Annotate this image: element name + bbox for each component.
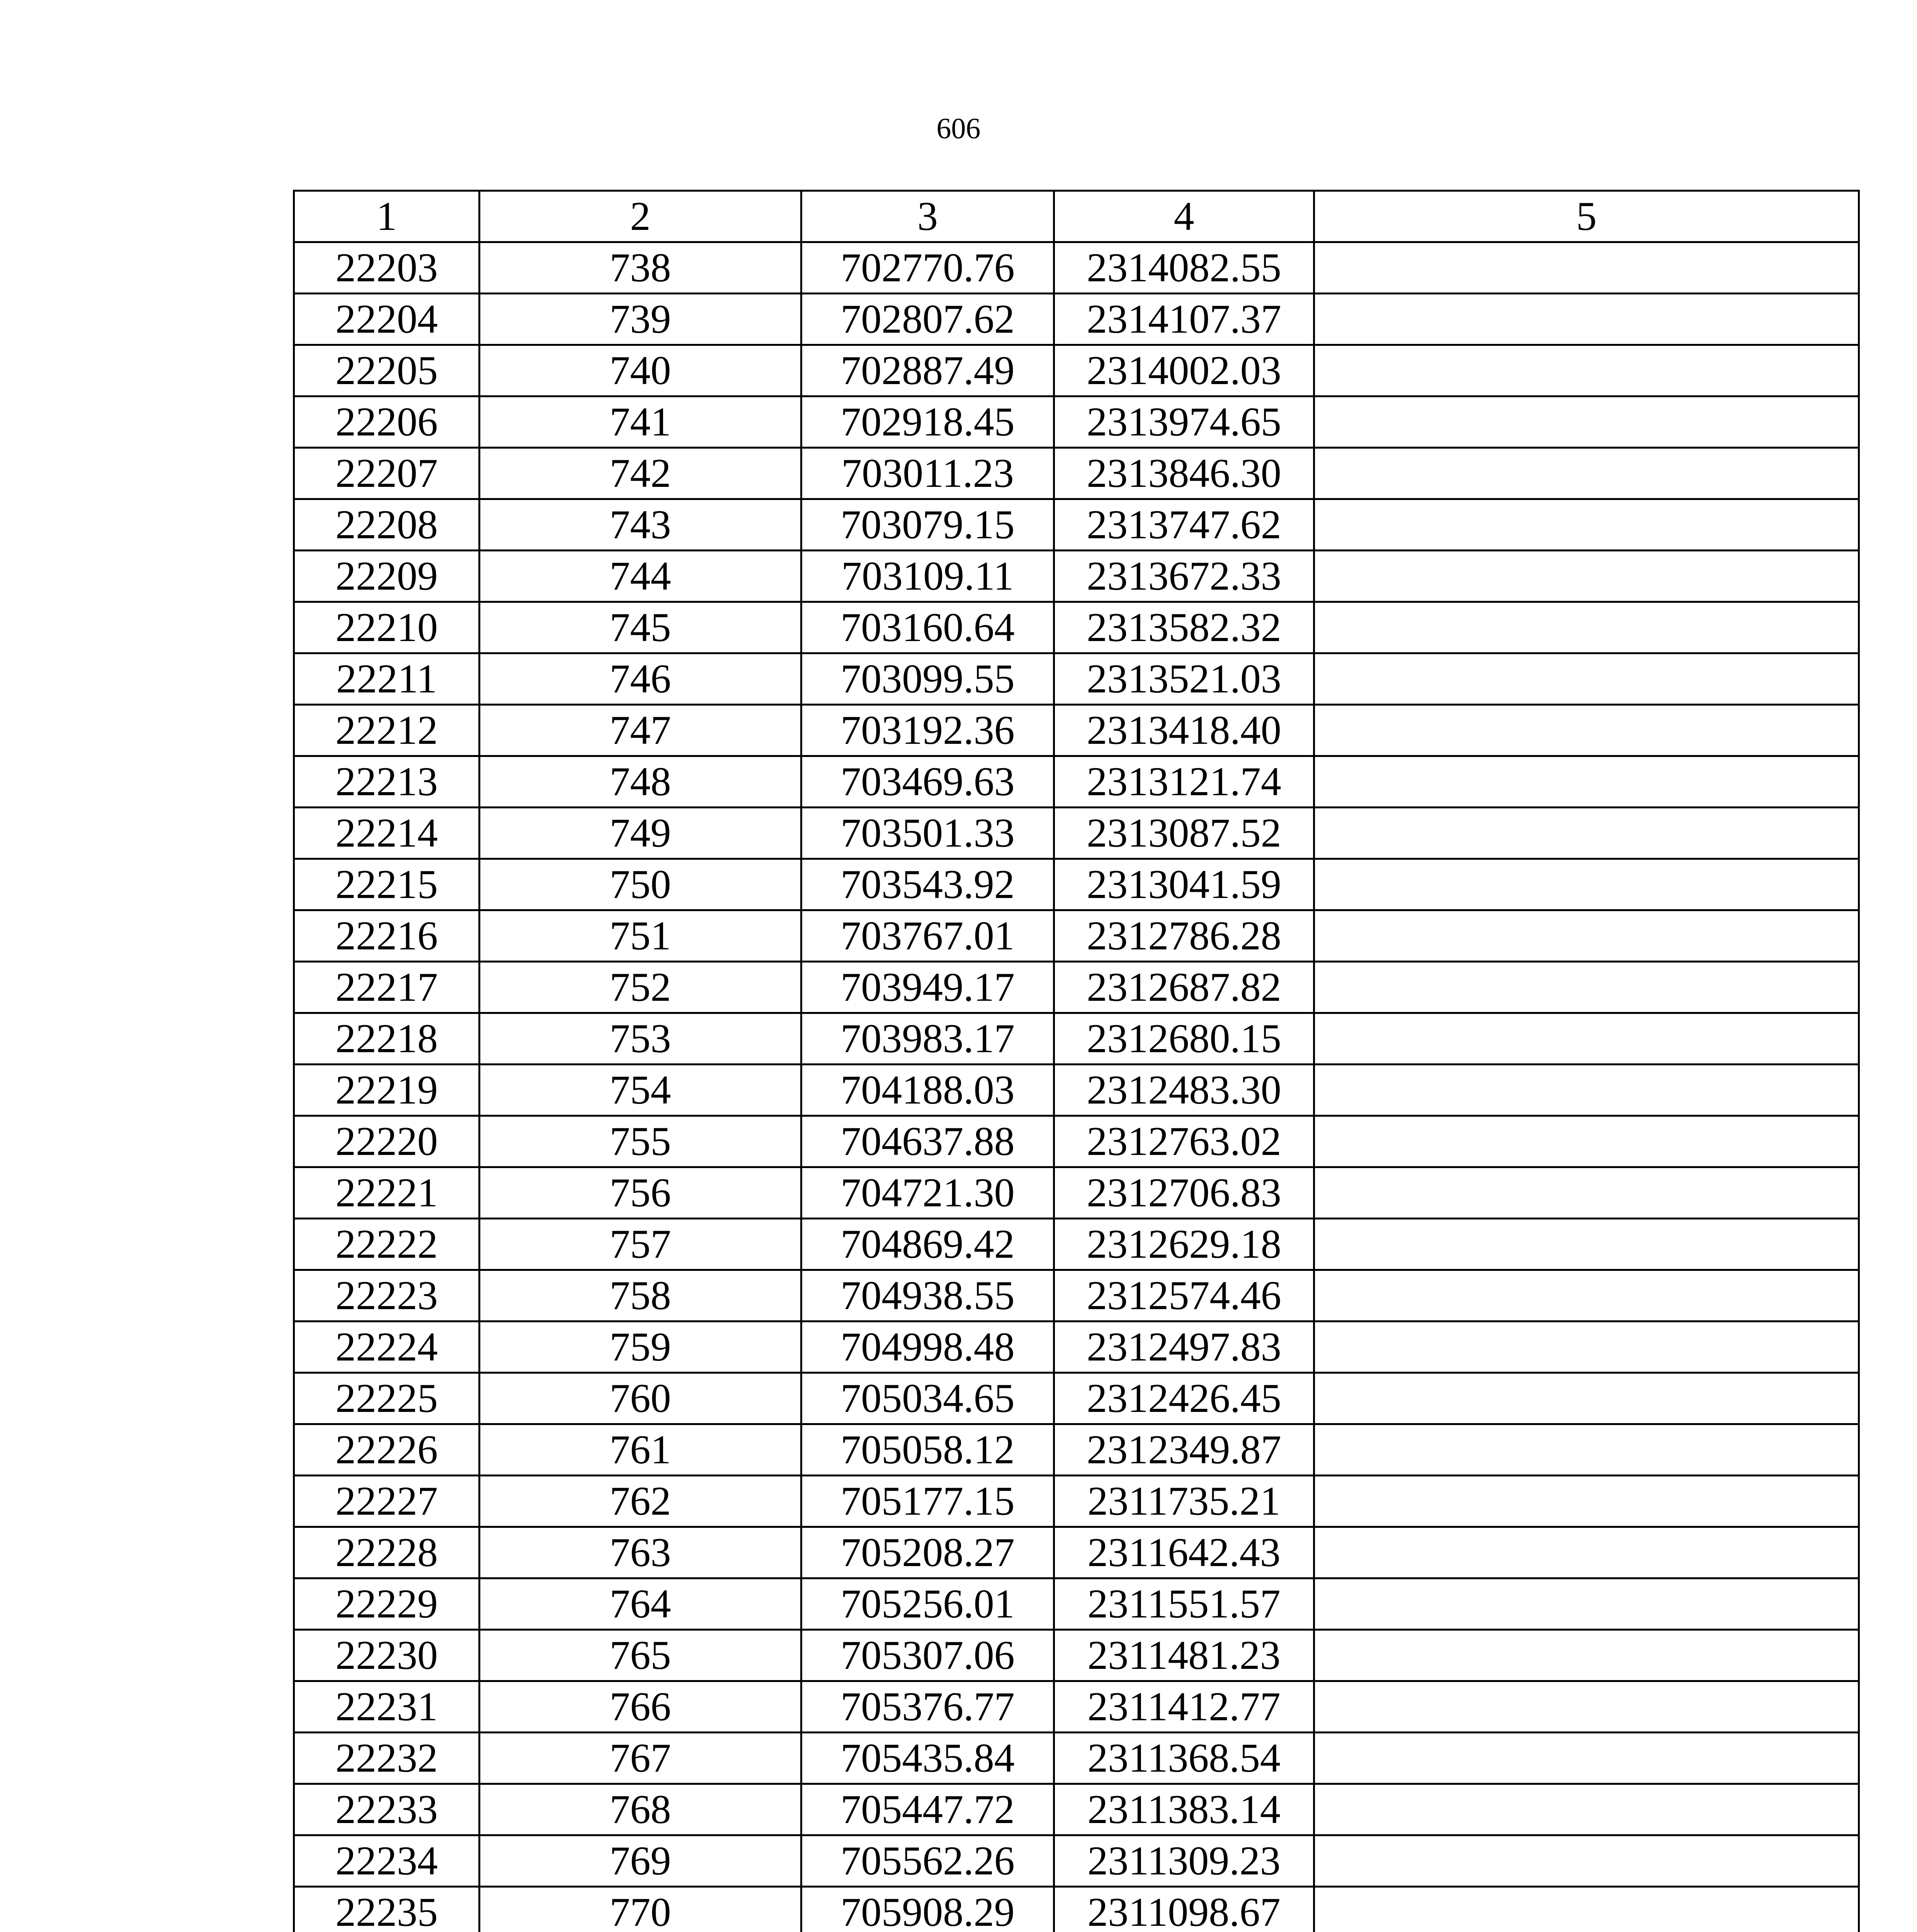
table-cell-col-4: 2313087.52 xyxy=(1054,808,1314,859)
table-cell-col-5 xyxy=(1314,1065,1859,1116)
table-cell-col-2: 750 xyxy=(480,859,801,910)
table-cell-col-3: 705058.12 xyxy=(801,1424,1054,1476)
table-cell-col-2: 758 xyxy=(480,1270,801,1321)
table-row xyxy=(294,910,1859,962)
table-cell-col-2: 760 xyxy=(480,1373,801,1424)
table-cell-col-2: 742 xyxy=(480,448,801,499)
table-cell-col-2: 748 xyxy=(480,756,801,808)
table-cell-col-3: 705447.72 xyxy=(801,1784,1054,1835)
table-row xyxy=(294,345,1859,396)
table-cell-col-5 xyxy=(1314,294,1859,345)
table-row xyxy=(294,653,1859,705)
table-row xyxy=(294,1630,1859,1681)
table-cell-col-4: 2313974.65 xyxy=(1054,396,1314,448)
table-cell-col-3: 705208.27 xyxy=(801,1527,1054,1578)
table-cell-col-1: 22207 xyxy=(294,448,480,499)
table-cell-col-3: 703109.11 xyxy=(801,551,1054,602)
table-cell-col-4: 2311098.67 xyxy=(1054,1887,1314,1932)
table-cell-col-4: 2313747.62 xyxy=(1054,499,1314,551)
table-cell-col-2: 739 xyxy=(480,294,801,345)
table-cell-col-4: 2312680.15 xyxy=(1054,1013,1314,1065)
table-row xyxy=(294,705,1859,756)
table-cell-col-2: 756 xyxy=(480,1167,801,1219)
table-row xyxy=(294,1219,1859,1270)
table-cell-col-3: 704938.55 xyxy=(801,1270,1054,1321)
table-cell-col-1: 22233 xyxy=(294,1784,480,1835)
table-row xyxy=(294,1578,1859,1630)
table-cell-col-1: 22225 xyxy=(294,1373,480,1424)
table-cell-col-2: 755 xyxy=(480,1116,801,1167)
table-row xyxy=(294,294,1859,345)
table-cell-col-3: 702887.49 xyxy=(801,345,1054,396)
table-cell-col-1: 22223 xyxy=(294,1270,480,1321)
table-cell-col-2: 741 xyxy=(480,396,801,448)
table-row xyxy=(294,1476,1859,1527)
table-cell-col-4: 2312574.46 xyxy=(1054,1270,1314,1321)
table-cell-col-3: 702807.62 xyxy=(801,294,1054,345)
table-cell-col-2: 765 xyxy=(480,1630,801,1681)
table-cell-col-4: 2313121.74 xyxy=(1054,756,1314,808)
table-cell-col-3: 703543.92 xyxy=(801,859,1054,910)
table-cell-col-5 xyxy=(1314,242,1859,294)
table-row xyxy=(294,962,1859,1013)
table-cell-col-4: 2311309.23 xyxy=(1054,1835,1314,1887)
table-cell-col-2: 767 xyxy=(480,1733,801,1784)
table-cell-col-4: 2314107.37 xyxy=(1054,294,1314,345)
table-cell-col-3: 702770.76 xyxy=(801,242,1054,294)
table-cell-col-4: 2312786.28 xyxy=(1054,910,1314,962)
table-cell-col-5 xyxy=(1314,1321,1859,1373)
table-cell-col-4: 2311642.43 xyxy=(1054,1527,1314,1578)
table-cell-col-5 xyxy=(1314,1424,1859,1476)
table-cell-col-5 xyxy=(1314,1116,1859,1167)
table-row xyxy=(294,551,1859,602)
table-cell-col-5 xyxy=(1314,1270,1859,1321)
table-cell-col-5 xyxy=(1314,808,1859,859)
table-cell-col-4: 2314002.03 xyxy=(1054,345,1314,396)
table-cell-col-4: 2314082.55 xyxy=(1054,242,1314,294)
table-cell-col-3: 704188.03 xyxy=(801,1065,1054,1116)
table-cell-col-4: 2312483.30 xyxy=(1054,1065,1314,1116)
table-cell-col-5 xyxy=(1314,705,1859,756)
table-cell-col-3: 703099.55 xyxy=(801,653,1054,705)
table-row xyxy=(294,602,1859,653)
table-cell-col-3: 705177.15 xyxy=(801,1476,1054,1527)
table-cell-col-1: 22219 xyxy=(294,1065,480,1116)
table-cell-col-5 xyxy=(1314,1167,1859,1219)
table-cell-col-4: 2313041.59 xyxy=(1054,859,1314,910)
table-cell-col-1: 22217 xyxy=(294,962,480,1013)
table-cell-col-3: 705034.65 xyxy=(801,1373,1054,1424)
table-cell-col-2: 769 xyxy=(480,1835,801,1887)
table-row xyxy=(294,396,1859,448)
table-cell-col-1: 22227 xyxy=(294,1476,480,1527)
table-cell-col-4: 2312629.18 xyxy=(1054,1219,1314,1270)
table-row xyxy=(294,1373,1859,1424)
table-cell-col-3: 705562.26 xyxy=(801,1835,1054,1887)
table-cell-col-2: 762 xyxy=(480,1476,801,1527)
table-cell-col-2: 759 xyxy=(480,1321,801,1373)
table-cell-col-4: 2312349.87 xyxy=(1054,1424,1314,1476)
table-cell-col-5 xyxy=(1314,1013,1859,1065)
table-cell-col-4: 2312426.45 xyxy=(1054,1373,1314,1424)
table-cell-col-2: 763 xyxy=(480,1527,801,1578)
column-header-4: 4 xyxy=(1054,191,1314,242)
table-cell-col-2: 752 xyxy=(480,962,801,1013)
table-cell-col-4: 2313846.30 xyxy=(1054,448,1314,499)
table-cell-col-2: 766 xyxy=(480,1681,801,1733)
table-cell-col-2: 743 xyxy=(480,499,801,551)
page-number: 606 xyxy=(936,112,981,145)
table-cell-col-3: 703983.17 xyxy=(801,1013,1054,1065)
table-cell-col-5 xyxy=(1314,602,1859,653)
table-cell-col-4: 2311412.77 xyxy=(1054,1681,1314,1733)
table-cell-col-1: 22228 xyxy=(294,1527,480,1578)
table-cell-col-5 xyxy=(1314,962,1859,1013)
table-cell-col-3: 703949.17 xyxy=(801,962,1054,1013)
table-cell-col-5 xyxy=(1314,345,1859,396)
table-cell-col-5 xyxy=(1314,1476,1859,1527)
table-cell-col-5 xyxy=(1314,1681,1859,1733)
table-cell-col-1: 22212 xyxy=(294,705,480,756)
table-cell-col-1: 22213 xyxy=(294,756,480,808)
table-cell-col-3: 703469.63 xyxy=(801,756,1054,808)
table-cell-col-2: 746 xyxy=(480,653,801,705)
table-cell-col-2: 753 xyxy=(480,1013,801,1065)
table-cell-col-5 xyxy=(1314,1784,1859,1835)
table-cell-col-1: 22208 xyxy=(294,499,480,551)
table-row xyxy=(294,1065,1859,1116)
column-header-1: 1 xyxy=(294,191,480,242)
table-body xyxy=(294,242,1859,1932)
table-cell-col-5 xyxy=(1314,1733,1859,1784)
table-cell-col-4: 2311368.54 xyxy=(1054,1733,1314,1784)
table-cell-col-2: 744 xyxy=(480,551,801,602)
table-row xyxy=(294,808,1859,859)
table-cell-col-4: 2311383.14 xyxy=(1054,1784,1314,1835)
table-cell-col-2: 745 xyxy=(480,602,801,653)
table-cell-col-3: 703767.01 xyxy=(801,910,1054,962)
table-cell-col-1: 22215 xyxy=(294,859,480,910)
table-row xyxy=(294,1013,1859,1065)
table-row xyxy=(294,1784,1859,1835)
table-cell-col-2: 751 xyxy=(480,910,801,962)
table-row xyxy=(294,1116,1859,1167)
table-cell-col-1: 22204 xyxy=(294,294,480,345)
table-cell-col-3: 705376.77 xyxy=(801,1681,1054,1733)
table-cell-col-3: 703501.33 xyxy=(801,808,1054,859)
table-row xyxy=(294,1835,1859,1887)
table-cell-col-2: 738 xyxy=(480,242,801,294)
table-cell-col-1: 22214 xyxy=(294,808,480,859)
table-cell-col-1: 22226 xyxy=(294,1424,480,1476)
table-cell-col-3: 705435.84 xyxy=(801,1733,1054,1784)
table-row xyxy=(294,1270,1859,1321)
table-cell-col-4: 2313582.32 xyxy=(1054,602,1314,653)
table-cell-col-2: 761 xyxy=(480,1424,801,1476)
table-cell-col-1: 22231 xyxy=(294,1681,480,1733)
table-cell-col-5 xyxy=(1314,653,1859,705)
table-header-row xyxy=(294,191,1859,242)
table-cell-col-4: 2311551.57 xyxy=(1054,1578,1314,1630)
table-cell-col-5 xyxy=(1314,859,1859,910)
table-cell-col-5 xyxy=(1314,1373,1859,1424)
table-cell-col-5 xyxy=(1314,1887,1859,1932)
table-cell-col-1: 22205 xyxy=(294,345,480,396)
table-cell-col-1: 22209 xyxy=(294,551,480,602)
table-cell-col-1: 22203 xyxy=(294,242,480,294)
table-row xyxy=(294,1167,1859,1219)
table-cell-col-4: 2313418.40 xyxy=(1054,705,1314,756)
column-header-3: 3 xyxy=(801,191,1054,242)
table-cell-col-1: 22210 xyxy=(294,602,480,653)
table-cell-col-5 xyxy=(1314,1578,1859,1630)
table-cell-col-1: 22229 xyxy=(294,1578,480,1630)
table-cell-col-1: 22235 xyxy=(294,1887,480,1932)
table-row xyxy=(294,1424,1859,1476)
table-cell-col-5 xyxy=(1314,448,1859,499)
table-cell-col-3: 705307.06 xyxy=(801,1630,1054,1681)
table-cell-col-5 xyxy=(1314,396,1859,448)
table-cell-col-2: 740 xyxy=(480,345,801,396)
table-row xyxy=(294,756,1859,808)
table-cell-col-4: 2312706.83 xyxy=(1054,1167,1314,1219)
table-cell-col-4: 2311735.21 xyxy=(1054,1476,1314,1527)
table-row xyxy=(294,242,1859,294)
table-cell-col-5 xyxy=(1314,499,1859,551)
table-cell-col-3: 703079.15 xyxy=(801,499,1054,551)
table-cell-col-1: 22232 xyxy=(294,1733,480,1784)
table-row xyxy=(294,1733,1859,1784)
table-cell-col-1: 22220 xyxy=(294,1116,480,1167)
table-cell-col-3: 705256.01 xyxy=(801,1578,1054,1630)
table-cell-col-1: 22224 xyxy=(294,1321,480,1373)
table-cell-col-1: 22221 xyxy=(294,1167,480,1219)
table-cell-col-5 xyxy=(1314,910,1859,962)
table-cell-col-1: 22222 xyxy=(294,1219,480,1270)
table-cell-col-2: 747 xyxy=(480,705,801,756)
table-cell-col-4: 2312687.82 xyxy=(1054,962,1314,1013)
column-header-2: 2 xyxy=(480,191,801,242)
table-cell-col-2: 754 xyxy=(480,1065,801,1116)
table-cell-col-3: 703011.23 xyxy=(801,448,1054,499)
table-cell-col-1: 22206 xyxy=(294,396,480,448)
table-cell-col-3: 704998.48 xyxy=(801,1321,1054,1373)
table-cell-col-1: 22218 xyxy=(294,1013,480,1065)
table-cell-col-3: 703160.64 xyxy=(801,602,1054,653)
table-cell-col-2: 768 xyxy=(480,1784,801,1835)
table-cell-col-5 xyxy=(1314,1527,1859,1578)
table-cell-col-5 xyxy=(1314,756,1859,808)
table-cell-col-4: 2312763.02 xyxy=(1054,1116,1314,1167)
table-cell-col-3: 704637.88 xyxy=(801,1116,1054,1167)
table-row xyxy=(294,1321,1859,1373)
table-cell-col-5 xyxy=(1314,1630,1859,1681)
table-cell-col-3: 704721.30 xyxy=(801,1167,1054,1219)
table-cell-col-4: 2311481.23 xyxy=(1054,1630,1314,1681)
table-cell-col-5 xyxy=(1314,1835,1859,1887)
table-cell-col-1: 22234 xyxy=(294,1835,480,1887)
table-cell-col-2: 764 xyxy=(480,1578,801,1630)
table-cell-col-3: 702918.45 xyxy=(801,396,1054,448)
table-cell-col-1: 22230 xyxy=(294,1630,480,1681)
table-cell-col-2: 770 xyxy=(480,1887,801,1932)
table-cell-col-5 xyxy=(1314,1219,1859,1270)
table-row xyxy=(294,1887,1859,1932)
table-cell-col-1: 22216 xyxy=(294,910,480,962)
table-cell-col-1: 22211 xyxy=(294,653,480,705)
table-cell-col-4: 2312497.83 xyxy=(1054,1321,1314,1373)
table-cell-col-4: 2313672.33 xyxy=(1054,551,1314,602)
coordinates-table xyxy=(293,190,1860,1932)
table-cell-col-3: 705908.29 xyxy=(801,1887,1054,1932)
table-row xyxy=(294,1527,1859,1578)
column-header-5: 5 xyxy=(1314,191,1859,242)
table-cell-col-2: 749 xyxy=(480,808,801,859)
table-row xyxy=(294,448,1859,499)
table-cell-col-2: 757 xyxy=(480,1219,801,1270)
table-cell-col-4: 2313521.03 xyxy=(1054,653,1314,705)
table-cell-col-3: 704869.42 xyxy=(801,1219,1054,1270)
table-row xyxy=(294,499,1859,551)
table-row xyxy=(294,1681,1859,1733)
table-cell-col-3: 703192.36 xyxy=(801,705,1054,756)
table-row xyxy=(294,859,1859,910)
table-cell-col-5 xyxy=(1314,551,1859,602)
